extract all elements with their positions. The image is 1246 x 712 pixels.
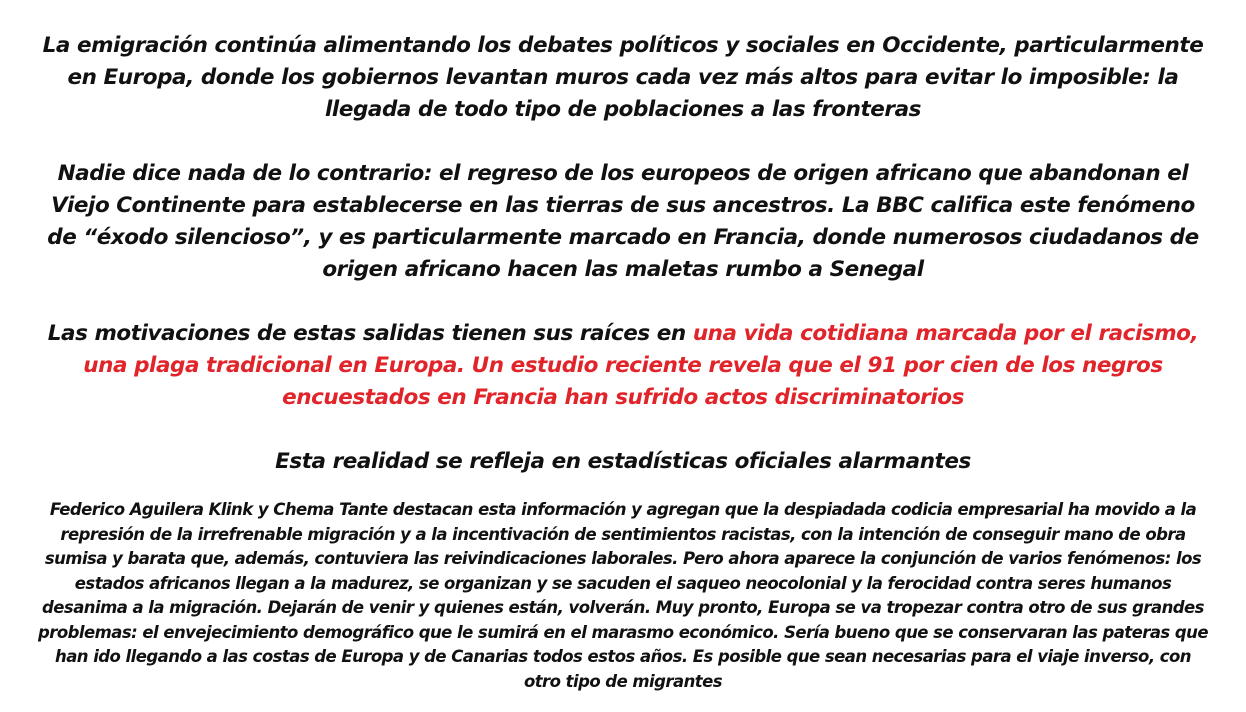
highlighted-racism-text: una vida cotidiana marcada por el racismo, una plaga tradicional en Europa. Un estudio reciente revela que el 91 por cien de los negros encuestados en Francia han sufrido actos discriminatorios	[83, 321, 1199, 410]
paragraph-motivations	[38, 318, 1208, 414]
paragraph-intro: La emigración continúa alimentando los debates políticos y sociales en Occidente, particularmente en Europa, donde los gobiernos levantan muros cada vez más altos para evitar lo imposible: la llegada de todo tipo de poblaciones a las fronteras	[42, 33, 1204, 122]
paragraph-analysis: Federico Aguilera Klink y Chema Tante destacan esta información y agregan que la despiadada codicia empresarial ha movido a la represión de la irrefrenable migración y a la incentivación de sentimientos racistas, con la intención de conseguir mano de obra sumisa y barata que, además, contuviera las reivindicaciones laborales. Pero ahora aparece la conjunción de varios fenómenos: los estados africanos llegan a la madurez, se organizan y se sacuden el saqueo neocolonial y la ferocidad contra seres humanos desanima a la migración. Dejarán de venir y quienes están, volverán. Muy pronto, Europa se va tropezar contra otro de sus grandes problemas: el envejecimiento demográfico que le sumirá en el marasmo económico. Sería bueno que se conservaran las pateras que han ido llegando a las costas de Europa y de Canarias todos estos años. Es posible que sean necesarias para el viaje inverso, con otro tipo de migrantes	[38, 500, 1208, 691]
subheading-statistics: Esta realidad se refleja en estadísticas oficiales alarmantes	[275, 449, 971, 474]
paragraph-return-migration: Nadie dice nada de lo contrario: el regreso de los europeos de origen africano que abandonan el Viejo Continente para establecerse en las tierras de sus ancestros. La BBC califica este fenómeno de “éxodo silencioso”, y es particularmente marcado en Francia, donde numerosos ciudadanos de origen africano hacen las maletas rumbo a Senegal	[47, 161, 1199, 282]
motivations-text: Las motivaciones de estas salidas tienen sus raíces en	[47, 321, 693, 346]
